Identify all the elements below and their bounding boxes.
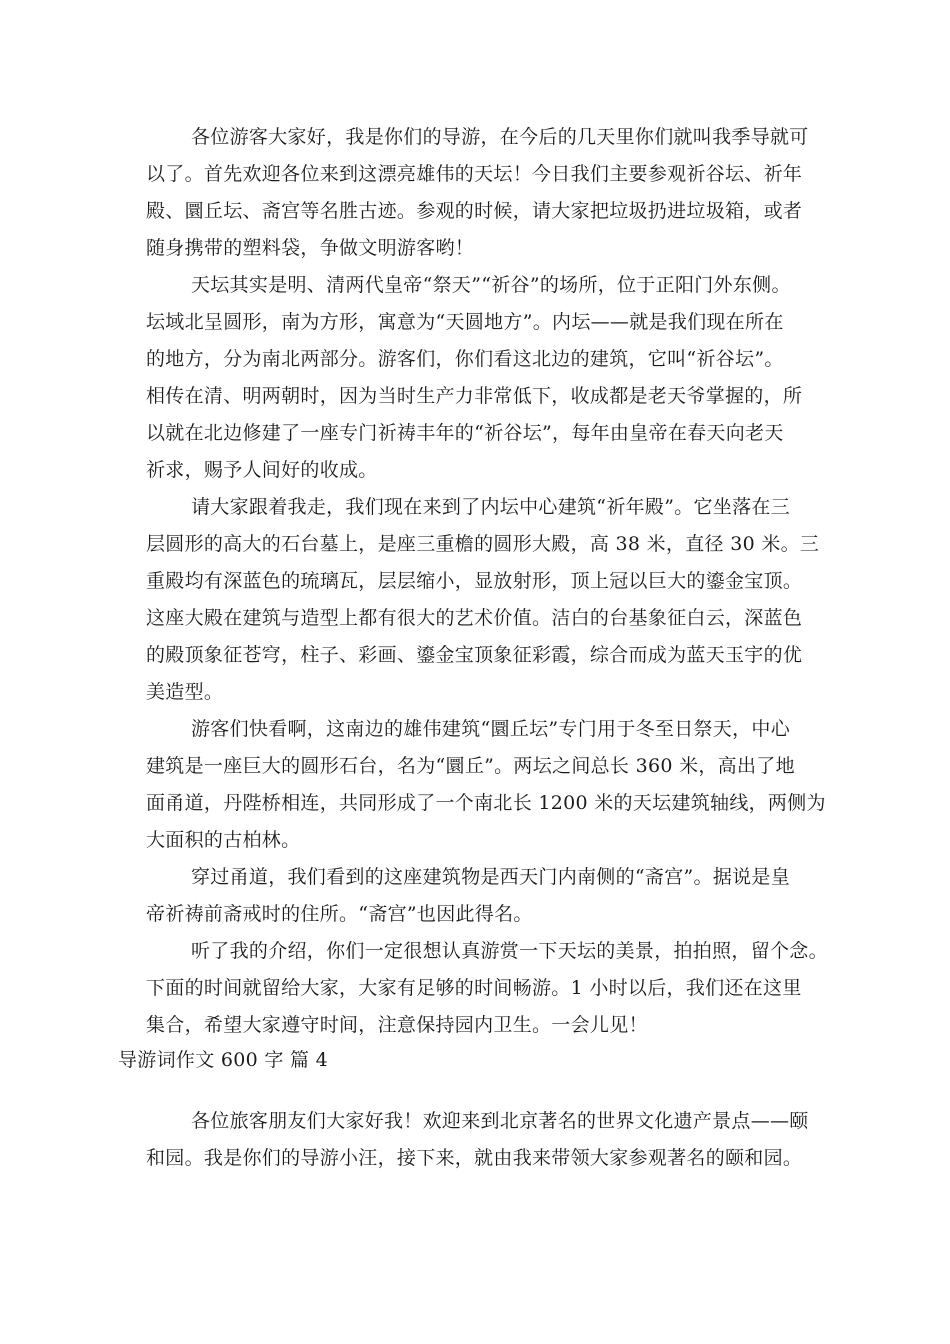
paragraph-4-line-1: 游客们快看啊，这南边的雄伟建筑“圜丘坛”专门用于冬至日祭天，中心	[191, 718, 791, 740]
paragraph-3-line-2: 层圆形的高大的石台墓上，是座三重檐的圆形大殿，高 38 米，直径 30 米。三	[146, 533, 820, 555]
paragraph-2-line-6: 祈求，赐予人间好的收成。	[146, 459, 378, 481]
paragraph-1-line-3: 殿、圜丘坛、斋宫等名胜古迹。参观的时候，请大家把垃圾扔进垃圾箱，或者	[146, 200, 803, 222]
paragraph-3-line-6: 美造型。	[146, 681, 224, 703]
paragraph-2-line-2: 坛域北呈圆形，南为方形，寓意为“天圆地方”。内坛——就是我们现在所在	[146, 311, 784, 333]
paragraph-5-line-2: 帝祈祷前斋戒时的住所。“斋宫”也因此得名。	[146, 903, 533, 925]
paragraph-4-line-3: 面甬道，丹陛桥相连，共同形成了一个南北长 1200 米的天坛建筑轴线，两侧为	[146, 792, 826, 814]
section-heading: 导游词作文 600 字 篇 4	[118, 1049, 329, 1071]
paragraph-3-line-5: 的殿顶象征苍穹，柱子、彩画、鎏金宝顶象征彩霞，综合而成为蓝天玉宇的优	[146, 644, 803, 666]
paragraph-2-line-1: 天坛其实是明、清两代皇帝“祭天”“祈谷”的场所，位于正阳门外东侧。	[191, 274, 791, 296]
paragraph-4-line-4: 大面积的古柏林。	[146, 829, 301, 851]
paragraph-2-line-4: 相传在清、明两朝时，因为当时生产力非常低下，收成都是老天爷掌握的，所	[146, 385, 803, 407]
paragraph-6-line-3: 集合，希望大家遵守时间，注意保持园内卫生。一会儿见！	[146, 1014, 648, 1036]
paragraph-5-line-1: 穿过甬道，我们看到的这座建筑物是西天门内南侧的“斋宫”。据说是皇	[191, 866, 791, 888]
paragraph-3-line-4: 这座大殿在建筑与造型上都有很大的艺术价值。洁白的台基象征白云，深蓝色	[146, 607, 803, 629]
paragraph-4-line-2: 建筑是一座巨大的圆形石台，名为“圜丘”。两坛之间总长 360 米，高出了地	[146, 755, 795, 777]
paragraph-2-line-3: 的地方，分为南北两部分。游客们，你们看这北边的建筑，它叫“祈谷坛”。	[146, 348, 784, 370]
paragraph-1-line-2: 以了。首先欢迎各位来到这漂亮雄伟的天坛！今日我们主要参观祈谷坛、祈年	[146, 163, 803, 185]
final-paragraph-line-2: 和园。我是你们的导游小汪，接下来，就由我来带领大家参观著名的颐和园。	[146, 1147, 803, 1169]
paragraph-2-line-5: 以就在北边修建了一座专门祈祷丰年的“祈谷坛”，每年由皇帝在春天向老天	[146, 422, 784, 444]
final-paragraph-line-1: 各位旅客朋友们大家好我！欢迎来到北京著名的世界文化遗产景点——颐	[191, 1110, 809, 1132]
paragraph-1-line-4: 随身携带的塑料袋，争做文明游客哟！	[146, 237, 475, 259]
paragraph-3-line-1: 请大家跟着我走，我们现在来到了内坛中心建筑“祈年殿”。它坐落在三	[191, 496, 791, 518]
paragraph-1-line-1: 各位游客大家好，我是你们的导游，在今后的几天里你们就叫我季导就可	[191, 126, 809, 148]
paragraph-3-line-3: 重殿均有深蓝色的琉璃瓦，层层缩小，显放射形，顶上冠以巨大的鎏金宝顶。	[146, 570, 803, 592]
paragraph-6-line-2: 下面的时间就留给大家，大家有足够的时间畅游。1 小时以后，我们还在这里	[146, 977, 802, 999]
paragraph-6-line-1: 听了我的介绍，你们一定很想认真游赏一下天坛的美景，拍拍照，留个念。	[191, 940, 828, 962]
